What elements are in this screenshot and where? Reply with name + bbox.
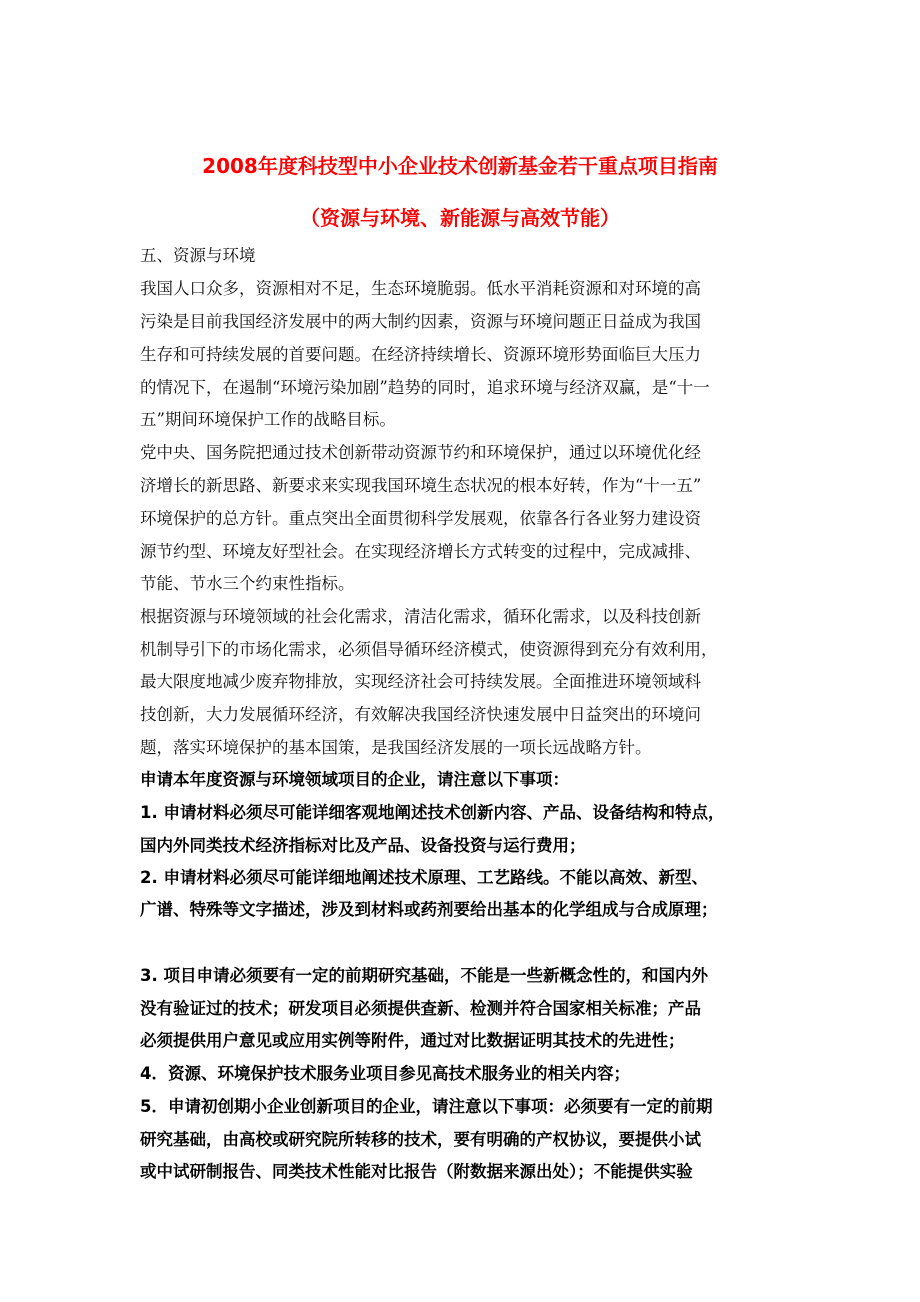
paragraph-line: 源节约型、环境友好型社会。在实现经济增长方式转变的过程中，完成减排、 [140,542,701,561]
notice-line: 5．申请初创期小企业创新项目的企业，请注意以下事项：必须要有一定的前期 [140,1097,713,1116]
notice-line: 广谱、特殊等文字描述，涉及到材料或药剂要给出基本的化学组成与合成原理； [140,900,718,919]
paragraph-line: 我国人口众多，资源相对不足，生态环境脆弱。低水平消耗资源和对环境的高 [140,279,701,298]
notice-line: 没有验证过的技术；研发项目必须提供查新、检测并符合国家相关标准；产品 [140,999,701,1018]
notice-line: 1. 申请材料必须尽可能详细客观地阐述技术创新内容、产品、设备结构和特点， [140,803,725,822]
notice-line: 或中试研制报告、同类技术性能对比报告（附数据来源出处）；不能提供实验 [140,1162,693,1181]
notice-line: 国内外同类技术经济指标对比及产品、设备投资与运行费用； [140,836,586,855]
paragraph-line: 五”期间环境保护工作的战略目标。 [140,410,396,429]
paragraph-line: 根据资源与环境领域的社会化需求，清洁化需求，循环化需求，以及科技创新 [140,607,701,626]
notice-line: 2. 申请材料必须尽可能详细地阐述技术原理、工艺路线。不能以高效、新型、 [140,868,708,887]
document-subtitle: （资源与环境、新能源与高效节能） [300,206,620,230]
paragraph-line: 机制导引下的市场化需求，必须倡导循环经济模式，使资源得到充分有效利用， [140,640,718,659]
notice-line: 研究基础，由高校或研究院所转移的技术，要有明确的产权协议，要提供小试 [140,1130,701,1149]
notice-heading: 申请本年度资源与环境领域项目的企业，请注意以下事项： [140,770,569,789]
document-title: 2008年度科技型中小企业技术创新基金若干重点项目指南 [202,154,718,178]
paragraph-line: 节能、节水三个约束性指标。 [140,574,355,593]
paragraph-line: 技创新，大力发展循环经济，有效解决我国经济快速发展中日益突出的环境问 [140,705,701,724]
paragraph-line: 环境保护的总方针。重点突出全面贯彻科学发展观，依靠各行各业努力建设资 [140,509,701,528]
notice-line: 3. 项目申请必须要有一定的前期研究基础，不能是一些新概念性的，和国内外 [140,966,708,985]
paragraph-line: 污染是目前我国经济发展中的两大制约因素，资源与环境问题正日益成为我国 [140,312,701,331]
notice-line: 必须提供用户意见或应用实例等附件，通过对比数据证明其技术的先进性； [140,1031,685,1050]
notice-line: 4．资源、环境保护技术服务业项目参见高技术服务业的相关内容； [140,1064,630,1083]
section-heading: 五、资源与环境 [140,246,256,265]
paragraph-line: 最大限度地减少废弃物排放，实现经济社会可持续发展。全面推进环境领域科 [140,672,701,691]
paragraph-line: 济增长的新思路、新要求来实现我国环境生态状况的根本好转，作为“十一五” [140,476,702,495]
paragraph-line: 党中央、国务院把通过技术创新带动资源节约和环境保护，通过以环境优化经 [140,443,701,462]
paragraph-line: 生存和可持续发展的首要问题。在经济持续增长、资源环境形势面临巨大压力 [140,345,701,364]
paragraph-line: 题，落实环境保护的基本国策，是我国经济发展的一项长远战略方针。 [140,738,652,757]
paragraph-line: 的情况下，在遏制“环境污染加剧”趋势的同时，追求环境与经济双赢，是“十一 [140,378,710,397]
